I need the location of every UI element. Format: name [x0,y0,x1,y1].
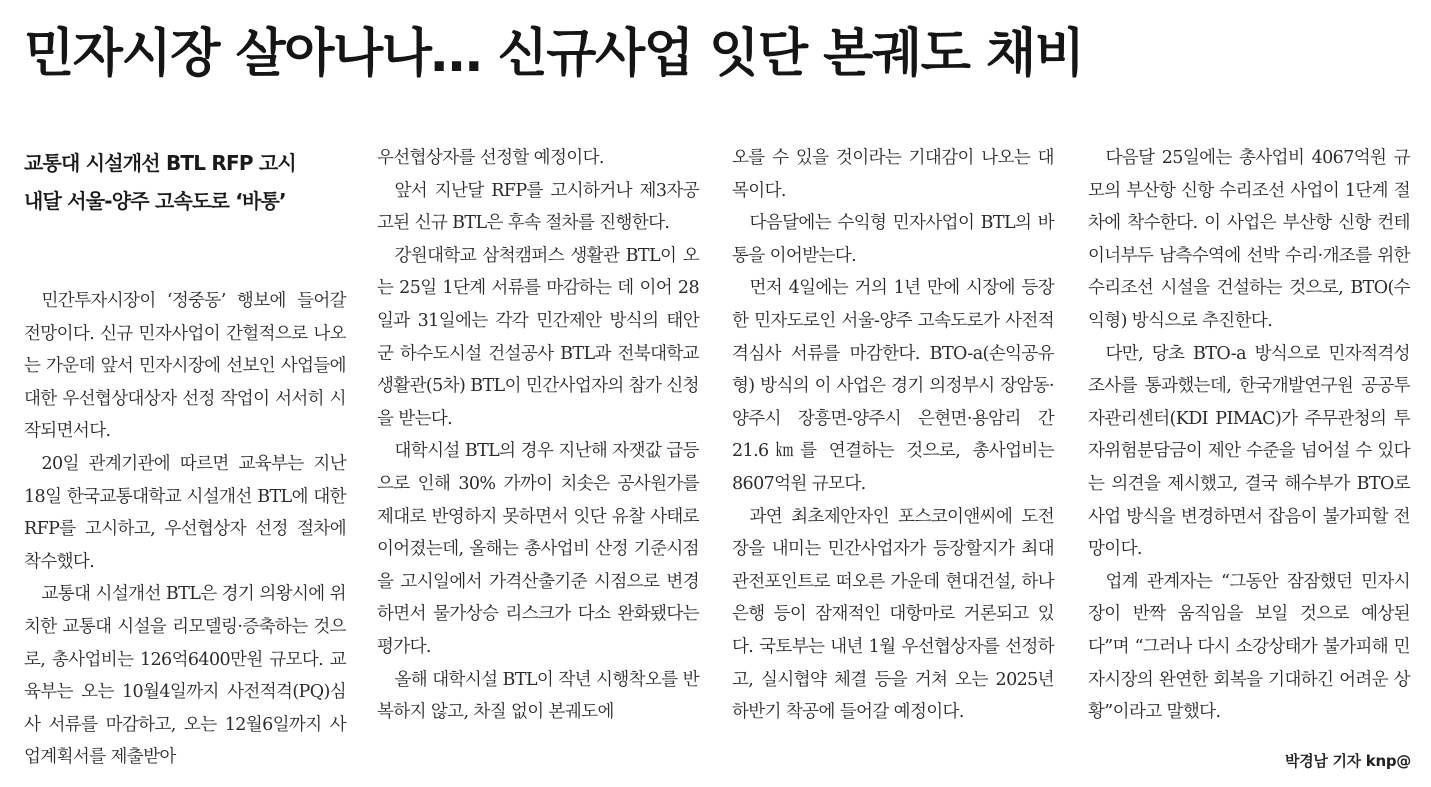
article-column-4 [1088,142,1410,729]
paragraph: 다음달 25일에는 총사업비 4067억원 규모의 부산항 신항 수리조선 사업이 1단계 절차에 착수한다. 이 사업은 부산항 신항 컨테이너부두 남측수역에 선박 수리·개조를 위한 수리조선 시설을 건설하는 것으로, BTO(수익형) 방식으로 추진한다. [1088,148,1410,331]
paragraph: 강원대학교 삼척캠퍼스 생활관 BTL이 오는 25일 1단계 서류를 마감하는 데 이어 28일과 31일에는 각각 민간제안 방식의 태안군 하수도시설 건설공사 BTL과 전북대학교 생활관(5차) BTL이 민간사업자의 참가 신청을 받는다. [377,245,699,429]
paragraph: 대학시설 BTL의 경우 지난해 자잿값 급등으로 인해 30% 가까이 치솟은 공사원가를 제대로 반영하지 못하면서 잇단 유찰 사태로 이어졌는데, 올해는 총사업비 산정 기준시점을 고시일에서 가격산출기준 시점으로 변경하면서 물가상승 리스크가 다소 완화됐다는 평가다. [377,441,699,657]
byline: 박경남 기자 knp@ [1285,752,1411,770]
headline: 민자시장 살아나나… 신규사업 잇단 본궤도 채비 [24,24,1084,84]
article-column-3 [732,142,1054,729]
article-column-2 [377,142,699,729]
subheadline [24,144,346,220]
paragraph: 오를 수 있을 것이라는 기대감이 나오는 대목이다. [732,148,1054,201]
subheadline-line-1: 교통대 시설개선 BTL RFP 고시 [24,151,296,175]
paragraph: 20일 관계기관에 따르면 교육부는 지난 18일 한국교통대학교 시설개선 BTL에 대한 RFP를 고시하고, 우선협상자 선정 절차에 착수했다. [24,453,346,572]
paragraph: 교통대 시설개선 BTL은 경기 의왕시에 위치한 교통대 시설을 리모델링·증축하는 것으로, 총사업비는 126억6400만원 규모다. 교육부는 오는 10월4일까지 사전적격(PQ)심사 서류를 마감하고, 오는 12월6일까지 사업계획서를 제출받아 [24,584,346,768]
paragraph: 업계 관계자는 “그동안 잠잠했던 민자시장이 반짝 움직임을 보일 것으로 예상된다”며 “그러나 다시 소강상태가 불가피해 민자시장의 완연한 회복을 기대하긴 어려운 상황”이라고 말했다. [1088,571,1410,723]
paragraph: 올해 대학시설 BTL이 작년 시행착오를 반복하지 않고, 차질 없이 본궤도에 [377,669,699,723]
subheadline-line-2: 내달 서울-양주 고속도로 ‘바통’ [24,189,286,213]
paragraph: 다만, 당초 BTO-a 방식으로 민자적격성조사를 통과했는데, 한국개발연구원 공공투자관리센터(KDI PIMAC)가 주무관청의 투자위험분담금이 제안 수준을 넘어설 수 있다는 의견을 제시했고, 결국 해수부가 BTO로 사업 방식을 변경하면서 잡음이 불가피할 전망이다. [1088,343,1410,560]
article-column-1 [24,142,346,774]
paragraph: 과연 최초제안자인 포스코이앤씨에 도전장을 내미는 민간사업자가 등장할지가 최대 관전포인트로 떠오른 가운데 현대건설, 하나은행 등이 잠재적인 대항마로 거론되고 있다. 국토부는 내년 1월 우선협상자를 선정하고, 실시협약 체결 등을 거쳐 오는 2025년 하반기 착공에 들어갈 예정이다. [732,506,1054,723]
paragraph: 먼저 4일에는 거의 1년 만에 시장에 등장한 민자도로인 서울-양주 고속도로가 사전적격심사 서류를 마감한다. BTO-a(손익공유형) 방식의 이 사업은 경기 의정부시 장암동·양주시 장흥면-양주시 은현면·용암리 간 21.6㎞를 연결하는 것으로, 총사업비는 8607억원 규모다. [732,278,1054,494]
paragraph: 민간투자시장이 ‘정중동’ 행보에 들어갈 전망이다. 신규 민자사업이 간헐적으로 나오는 가운데 앞서 민자시장에 선보인 사업들에 대한 우선협상대상자 선정 작업이 서서히 시작되면서다. [24,291,346,442]
paragraph: 다음달에는 수익형 민자사업이 BTL의 바통을 이어받는다. [732,213,1054,266]
paragraph: 우선협상자를 선정할 예정이다. [377,148,604,168]
paragraph: 앞서 지난달 RFP를 고시하거나 제3자공고된 신규 BTL은 후속 절차를 진행한다. [377,180,699,234]
